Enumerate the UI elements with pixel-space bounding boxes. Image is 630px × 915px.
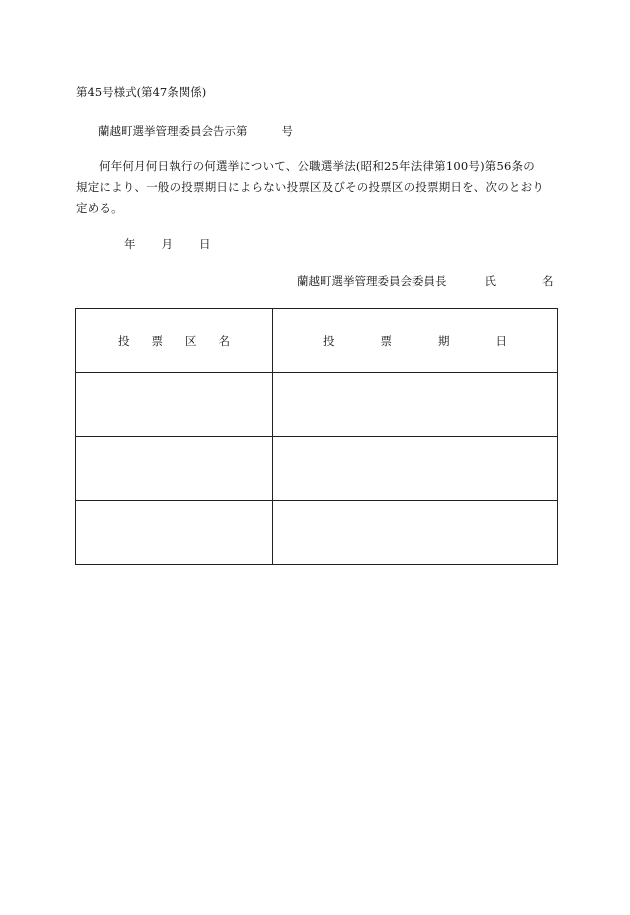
notice-title — [98, 123, 293, 139]
voting-date-cell — [273, 437, 558, 501]
date-day: 日 — [199, 237, 211, 251]
date-month: 月 — [161, 237, 173, 251]
notice-title-suffix: 号 — [281, 124, 293, 138]
table-row — [76, 437, 558, 501]
district-name-cell — [76, 437, 273, 501]
district-name-cell — [76, 373, 273, 437]
chair-given-name-label: 名 — [542, 274, 554, 288]
voting-date-cell — [273, 373, 558, 437]
district-name-cell — [76, 501, 273, 565]
header-voting-date: 投票期日 — [273, 309, 558, 373]
table-row — [76, 501, 558, 565]
header-district-name: 投票区名 — [76, 309, 273, 373]
chair-signature — [297, 273, 554, 289]
form-number: 第45号様式(第47条関係) — [76, 85, 207, 99]
chair-title: 蘭越町選挙管理委員会委員長 — [297, 274, 447, 288]
table-row — [76, 373, 558, 437]
notice-title-prefix: 蘭越町選挙管理委員会告示第 — [98, 124, 248, 138]
table-header-row — [76, 309, 558, 373]
notice-body: 何年何月何日執行の何選挙について、公職選挙法(昭和25年法律第100号)第56条の規定により、一般の投票期日によらない投票区及びその投票区の投票期日を、次のとおり定める。 — [76, 159, 544, 215]
date-year: 年 — [124, 237, 136, 251]
chair-family-name-label: 氏 — [484, 274, 496, 288]
date-line — [124, 236, 211, 252]
district-table — [75, 308, 558, 565]
voting-date-cell — [273, 501, 558, 565]
